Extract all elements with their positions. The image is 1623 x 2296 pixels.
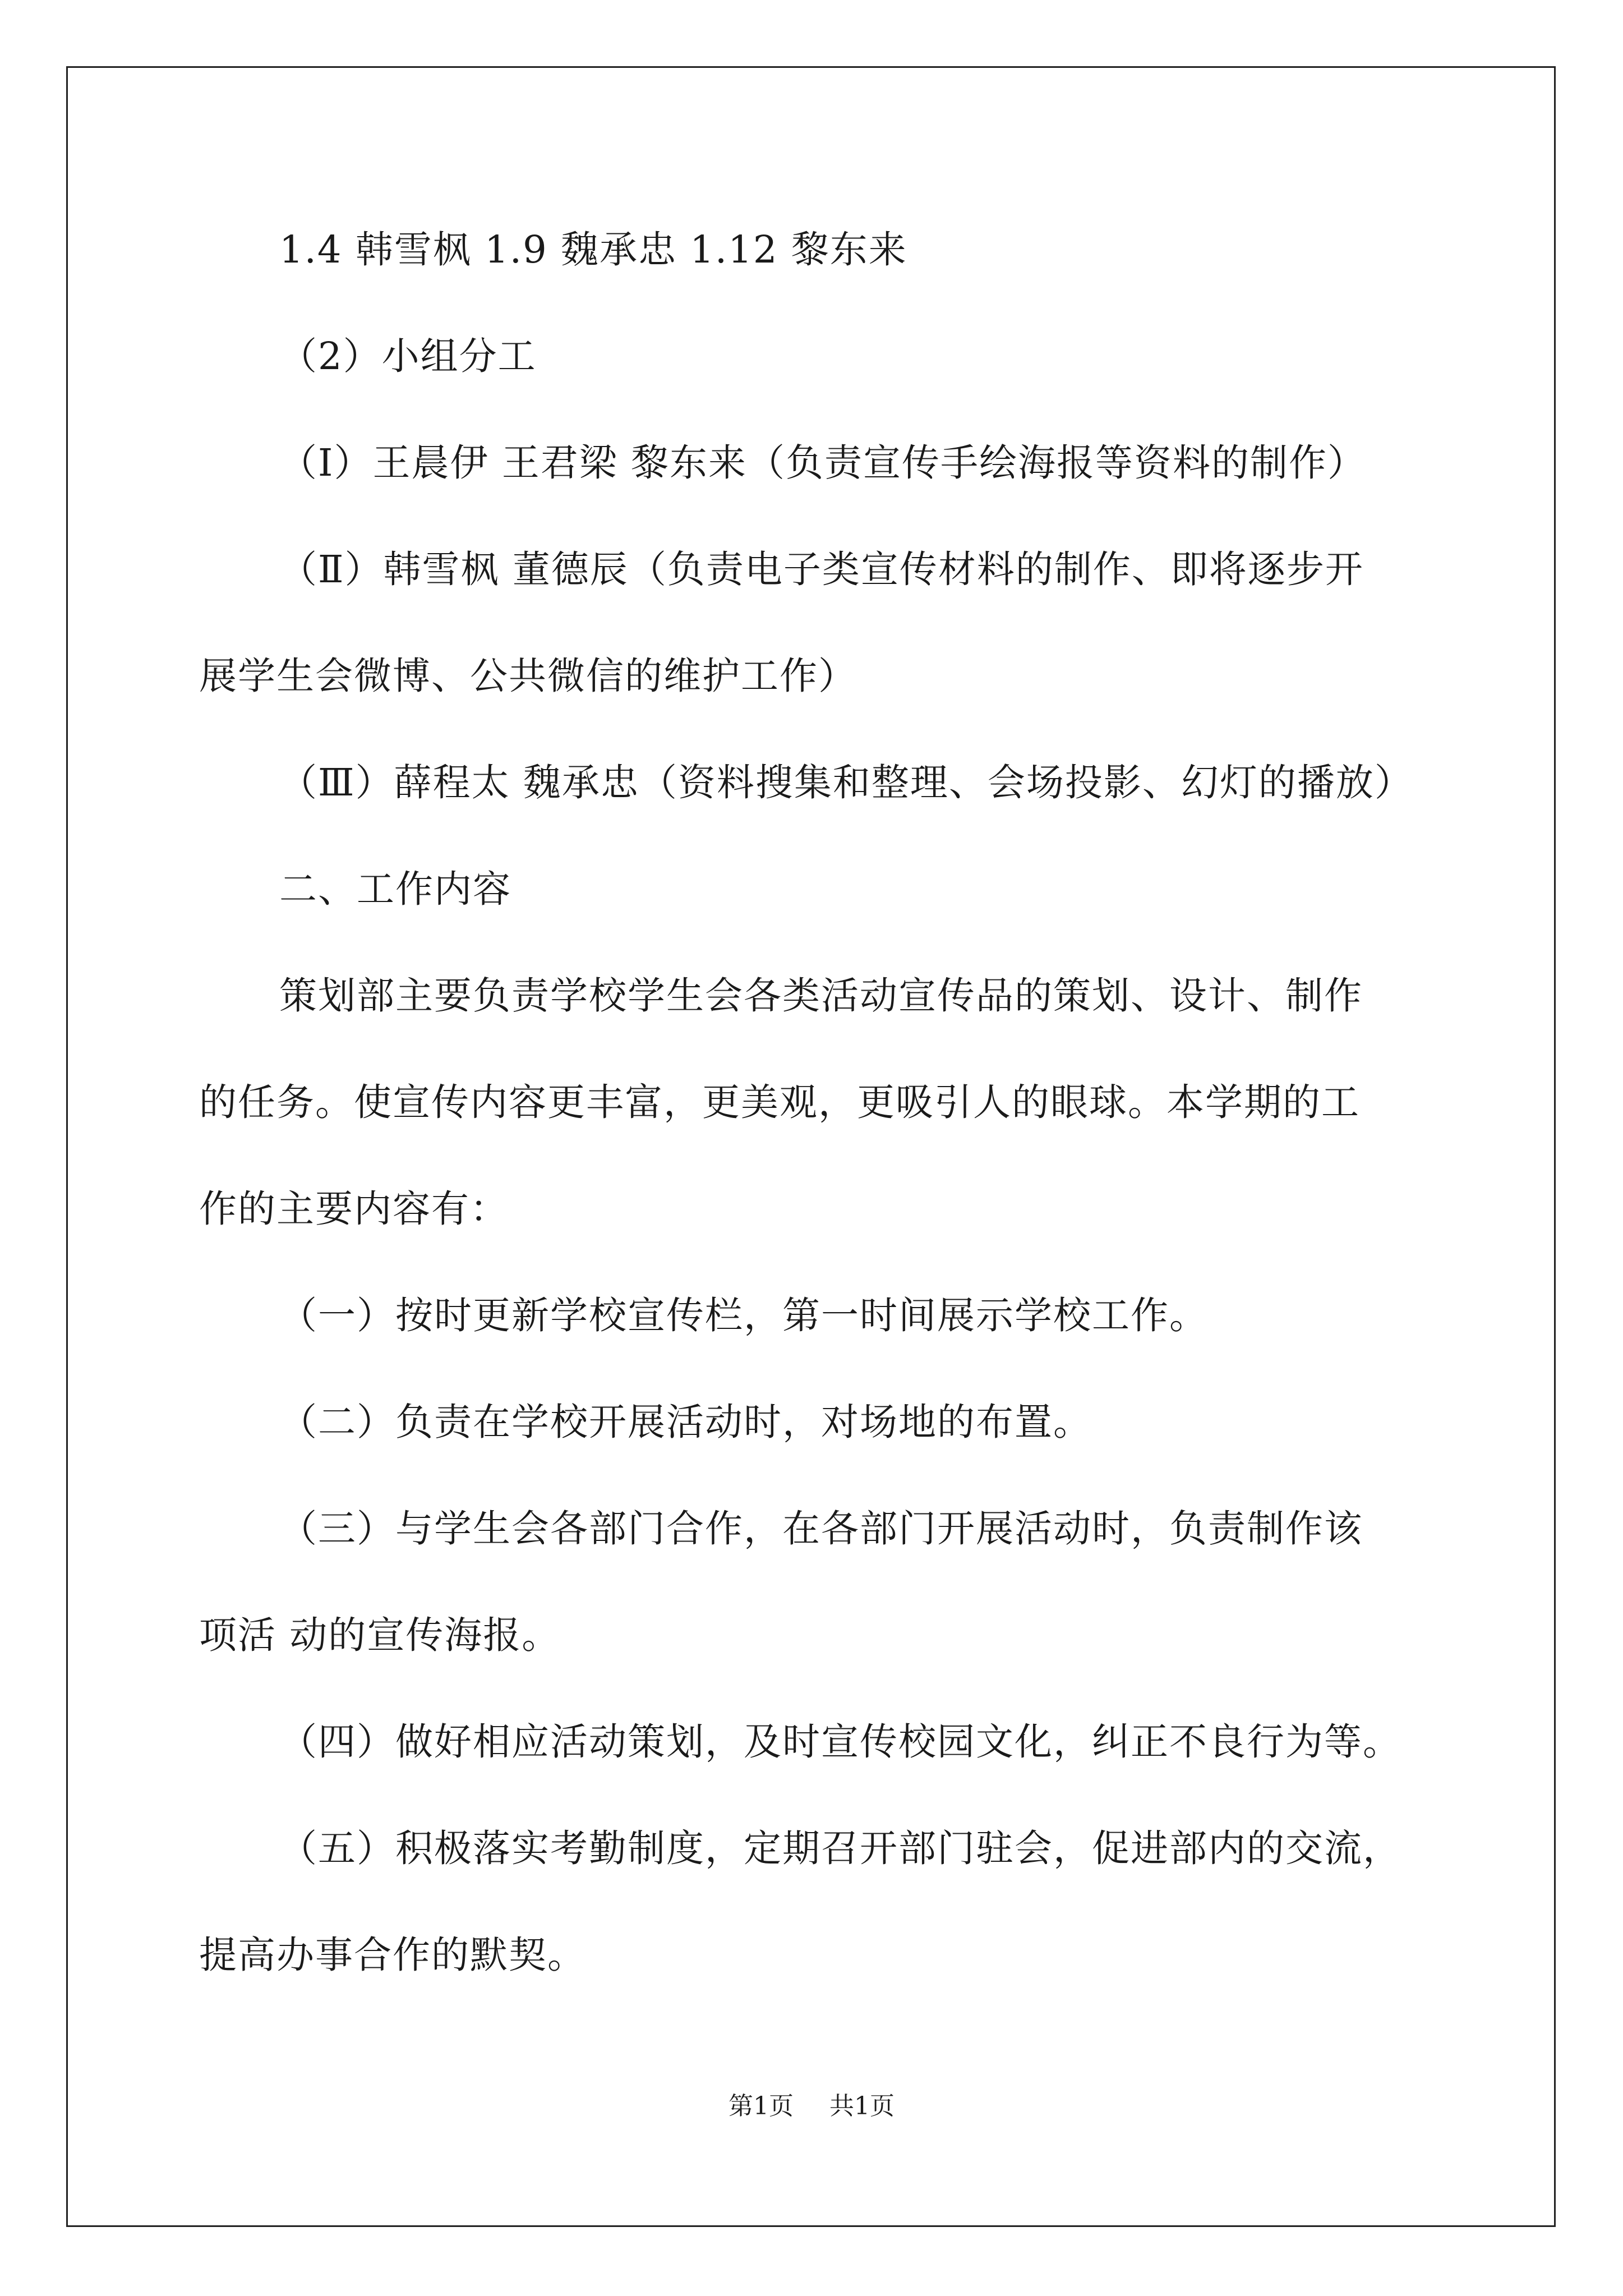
list-item: （三）与学生会各部门合作，在各部门开展活动时，负责制作该 [279,1507,1363,1550]
text-line: 项活 动的宣传海报。 [199,1613,561,1657]
text-line: （Ⅱ）韩雪枫 董德辰（负责电子类宣传材料的制作、即将逐步开 [279,547,1364,591]
text-line: 的任务。使宣传内容更丰富，更美观，更吸引人的眼球。本学期的工 [199,1080,1360,1124]
section-heading: （2）小组分工 [279,334,537,378]
page-number: 第1页 [728,2092,794,2120]
text-line: 1.4 韩雪枫 1.9 魏承忠 1.12 黎东来 [279,228,907,272]
list-item: （一）按时更新学校宣传栏，第一时间展示学校工作。 [279,1294,1208,1337]
text-line: （Ⅲ）薛程太 魏承忠（资料搜集和整理、会场投影、幻灯的播放） [279,761,1413,804]
text-line: 策划部主要负责学校学生会各类活动宣传品的策划、设计、制作 [279,974,1363,1018]
text-line: （Ⅰ）王晨伊 王君梁 黎东来（负责宣传手绘海报等资料的制作） [279,441,1367,485]
text-line: 提高办事合作的默契。 [199,1933,586,1977]
page-footer [0,2090,1623,2123]
page-total: 共1页 [829,2092,895,2120]
text-line: 作的主要内容有： [199,1187,509,1231]
list-item: （四）做好相应活动策划，及时宣传校园文化，纠正不良行为等。 [279,1720,1401,1764]
list-item: （五）积极落实考勤制度，定期召开部门驻会，促进部内的交流， [279,1826,1401,1870]
list-item: （二）负责在学校开展活动时，对场地的布置。 [279,1400,1092,1444]
text-line: 展学生会微博、公共微信的维护工作） [199,654,857,698]
section-heading: 二、工作内容 [279,867,511,911]
